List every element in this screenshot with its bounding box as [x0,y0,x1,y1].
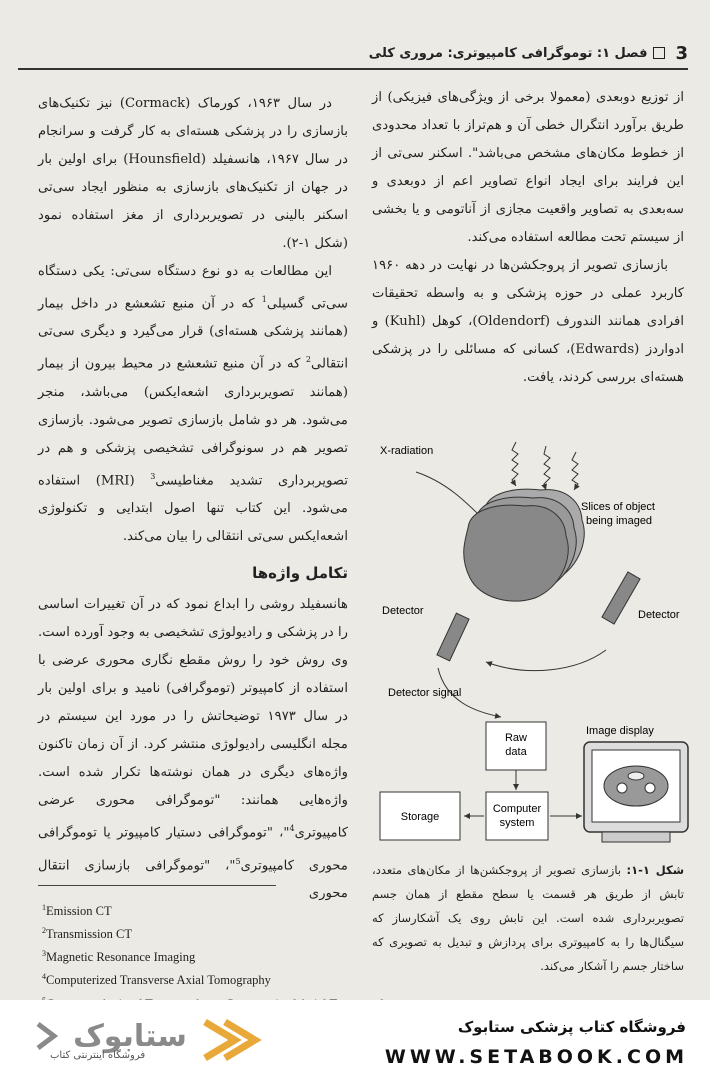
page-number: 3 [675,42,688,64]
footer-banner [0,1000,710,1079]
chapter-title: فصل ۱: توموگرافی کامپیوتری: مروری کلی [368,45,648,61]
logo-chevron [38,1024,54,1048]
setabook-logo [30,1010,280,1072]
logo-graphic [30,1010,280,1072]
figure-caption [372,858,684,978]
computer-system-box [486,792,548,840]
footnotes [42,898,362,1014]
paragraph: هانسفیلد روشی را ابداع نمود که در آن تغییرات اساسی را در پزشکی و رادیولوژی تشخیصی به وجود آورده است. وی روش خود را روش مقطع نگاری محوری عرضی با استفاده از کامپیوتر (توموگرافی) نامید و برای اولین بار در سال ۱۹۷۳ توضیحاتش را در مورد این سیستم در مجله انگلیسی رادیولوژی منتشر کرد. از آن زمان تاکنون واژه‌های دیگری در همان نوشته‌ها تکرار شده است. واژه‌هایی همانند: "توموگرافی محوری عرضی کامپیوتری$^4$"، "توموگرافی دستیار کامپیوتر یا توموگرافی محوری کامپیوتری$^5$"، "توموگرافی بازسازی انتقال محوری [38,597,348,901]
detector-left [437,613,469,661]
object-slice [464,505,569,601]
caption-text: بازسازی تصویر از پروجکشن‌ها از مکان‌های متعدد، تابش از طریق هر قسمت یا سطح مقطع از همان جسم تصویربرداری شده است. این تابش روی یک آشکارساز که سیگنال‌ها را به کامپیوتری برای پردازش و تبدیل به تصویری که ساختار جسم را آشکار می‌کند. [372,863,684,973]
left-column [38,90,348,908]
footnote-ref: 1 [261,295,267,304]
label-system: system [499,817,535,829]
footnote: $^3$Magnetic Resonance Imaging [42,949,196,965]
ct-image-detail [645,783,655,793]
section-heading: تکامل واژه‌ها [252,564,348,583]
label-raw: Raw [504,732,528,744]
shop-url[interactable]: WWW.SETABOOK.COM [384,1046,688,1068]
monitor-base [602,832,670,842]
ct-diagram [376,432,696,852]
xray-wave [572,452,578,490]
caption-label: شکل ۱-۱: [626,863,684,877]
right-column [372,84,684,392]
label-image-display: Image display [586,725,654,737]
paragraph: در سال ۱۹۶۳، کورماک (Cormack) نیز تکنیک‌های بازسازی را در پزشکی هسته‌ای به کار گرفت و سرانجام در سال ۱۹۶۷، هانسفیلد (Hounsfield) برای اولین بار در جهان از تکنیک‌های بازسازی به منظور ایجاد سی‌تی اسکنر بالینی در تصویربرداری از مغز استفاده نمود (شکل ۱-۲). [38,96,348,251]
footnote-ref: 3 [150,471,156,481]
paragraph: این مطالعات به دو نوع دستگاه سی‌تی: یکی دستگاه سی‌تی گسیلی$^1$ که در آن منبع تشعشع در داخل بیمار (همانند پزشکی هسته‌ای) قرار می‌گیرد و دیگری سی‌تی انتقالی$^2$ که در آن منبع تشعشع در محیط بیرون از بیمار (همانند تصویربرداری اشعه‌ایکس) می‌باشد، منجر می‌شود. هر دو شامل بازسازی تصویر می‌شود. بازسازی تصویر هم در سونوگرافی تشخیصی پزشکی و هم در تصویربرداری تشدید مغناطیسی$^3$ (MRI) استفاده می‌شود. این کتاب تنها اصول ابتدایی و تکنولوژی اشعه‌ایکس سی‌تی انتقالی را بیان می‌کند. [38,264,349,545]
label-storage: Storage [400,811,440,823]
label-data: data [505,746,527,758]
square-icon [653,47,665,59]
label-x-radiation: X-radiation [380,445,434,457]
footnote: $^1$Emission CT [42,903,112,919]
arc-arrow [416,472,481,517]
xray-wave [544,446,550,490]
footnote-rule [38,885,276,886]
ct-diagram-figure [376,432,696,852]
label-slices: being imaged [586,515,653,527]
footnote-ref: 5 [235,856,241,866]
ct-image-detail [617,783,627,793]
footnote: $^4$Computerized Transverse Axial Tomography [42,972,271,988]
footnote-ref: 4 [289,824,295,834]
paragraph: از توزیع دوبعدی (معمولا برخی از ویژگی‌های فیزیکی) از طریق برآورد انتگرال خطی آن و هم‌تراز با تعداد محدودی از خطوط مکان‌های مشخص می‌باشد". اسکنر سی‌تی از این فرایند برای ایجاد انواع تصاویر اعم از دوبعدی و سه‌بعدی به تصاویر واقعیت مجازی از آناتومی و یا بخشی از سیستم تحت مطالعه استفاده می‌کند. [372,90,684,245]
label-slices: Slices of object [581,501,655,513]
label-detector-left: Detector [382,605,424,617]
arc-arrow [486,650,606,671]
ct-image-detail [628,772,644,780]
label-computer: Computer [492,803,542,815]
shop-name: فروشگاه کتاب پزشکی ستابوک [457,1018,686,1036]
footnote-ref: 2 [305,355,311,365]
label-detector-signal: Detector signal [388,687,462,699]
footnote: $^2$Transmission CT [42,926,133,942]
xray-wave [512,442,518,486]
label-detector-right: Detector [638,609,680,621]
logo-wordmark: ستابوک [73,1019,187,1054]
paragraph: بازسازی تصویر از پروجکشن‌ها در نهایت در دهه ۱۹۶۰ کاربرد عملی در حوزه پزشکی و به واسطه تحقیقات افرادی همانند الندورف (Oldendorf)، کوهل (Kuhl) و ادواردز (Edwards)، کسانی که مسائلی را در پزشکی هسته‌ای بررسی کردند، یافت. [372,258,684,385]
logo-subtitle: فروشگاه اینترنتی کتاب [50,1050,146,1061]
detector-right [602,572,640,624]
page-header [18,38,688,70]
